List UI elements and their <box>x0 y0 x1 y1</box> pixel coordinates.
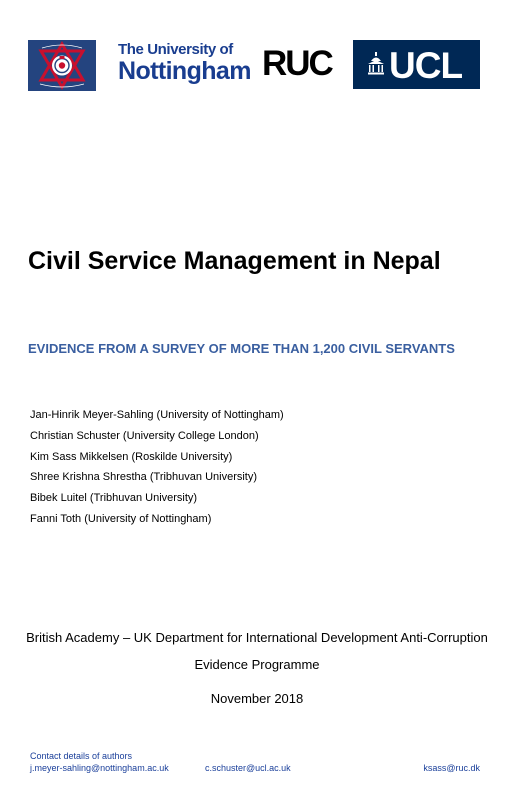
programme-name: British Academy – UK Department for International Development Anti-Corruption Evidence Programme <box>26 630 488 672</box>
contact-email-link[interactable]: ksass@ruc.dk <box>423 763 480 773</box>
contact-email-link[interactable]: c.schuster@ucl.ac.uk <box>205 763 291 773</box>
author-list <box>30 405 450 530</box>
tribhuvan-university-logo <box>28 40 96 91</box>
nottingham-logo-line2: Nottingham <box>118 57 251 85</box>
author-item: Shree Krishna Shrestha (Tribhuvan University) <box>30 471 258 484</box>
document-title: Civil Service Management in Nepal <box>28 247 441 275</box>
ucl-portico-icon <box>367 52 385 76</box>
document-subtitle: EVIDENCE FROM A SURVEY OF MORE THAN 1,200 CIVIL SERVANTS <box>28 341 455 356</box>
roskilde-university-logo: RUC <box>262 44 332 83</box>
ucl-logo-text: UCL <box>389 45 463 86</box>
contact-email-link[interactable]: j.meyer-sahling@nottingham.ac.uk <box>30 763 169 773</box>
author-item: Jan-Hinrik Meyer-Sahling (University of Nottingham) <box>30 409 284 421</box>
author-item: Fanni Toth (University of Nottingham) <box>30 512 212 525</box>
nottingham-logo-line1: The University of <box>118 41 233 58</box>
author-item: Kim Sass Mikkelsen (Roskilde University) <box>30 450 233 463</box>
publication-date: November 2018 <box>210 691 304 706</box>
tribhuvan-seal-icon <box>28 40 96 91</box>
author-item: Bibek Luitel (Tribhuvan University) <box>30 492 198 505</box>
contact-heading: Contact details of authors <box>30 751 133 761</box>
ucl-logo <box>353 40 480 89</box>
author-item: Christian Schuster (University College London) <box>30 429 259 442</box>
university-of-nottingham-logo <box>118 41 251 87</box>
